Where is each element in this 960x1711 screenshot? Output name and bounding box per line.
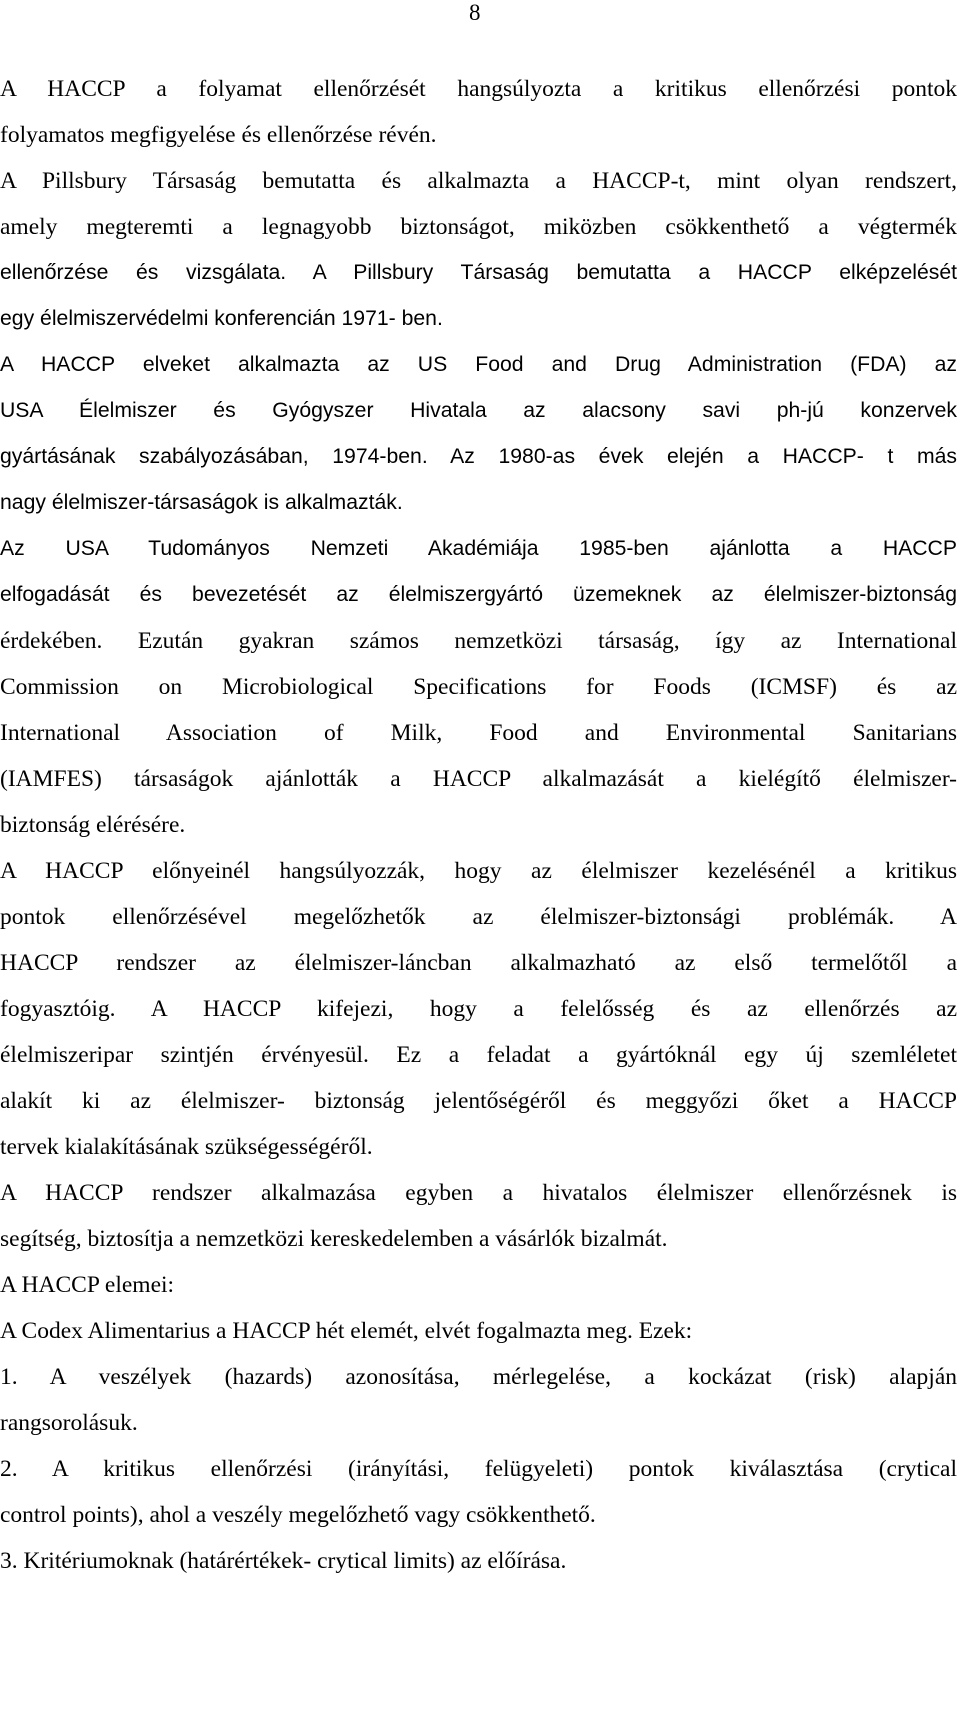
page-number: 8 xyxy=(469,0,481,25)
text-line: control points), ahol a veszély megelőzhető vagy csökkenthető. xyxy=(0,1502,596,1528)
text-line: nagy élelmiszer-társaságok is alkalmazták. xyxy=(0,491,403,514)
text-line: A HACCP rendszer alkalmazása egyben a hivatalos élelmiszer ellenőrzésnek is xyxy=(0,1180,957,1206)
text-line: elfogadását és bevezetését az élelmiszergyártó üzemeknek az élelmiszer-biztonság xyxy=(0,583,957,606)
text-line: pontok ellenőrzésével megelőzhetők az élelmiszer-biztonsági problémák. A xyxy=(0,904,957,930)
text-line: A HACCP a folyamat ellenőrzését hangsúlyozta a kritikus ellenőrzési pontok xyxy=(0,76,957,102)
text-line: élelmiszeripar szintjén érvényesül. Ez a feladat a gyártóknál egy új szemléletet xyxy=(0,1042,957,1068)
text-line: gyártásának szabályozásában, 1974-ben. Az 1980-as évek elején a HACCP- t más xyxy=(0,445,957,468)
text-line: egy élelmiszervédelmi konferencián 1971- ben. xyxy=(0,307,443,330)
text-line: A HACCP elemei: xyxy=(0,1272,175,1298)
text-line: tervek kialakításának szükségességéről. xyxy=(0,1134,373,1160)
text-line: Commission on Microbiological Specifications for Foods (ICMSF) és az xyxy=(0,674,957,700)
text-line: rangsorolásuk. xyxy=(0,1410,138,1436)
text-line: fogyasztóig. A HACCP kifejezi, hogy a felelősség és az ellenőrzés az xyxy=(0,996,957,1022)
text-line: 1. A veszélyek (hazards) azonosítása, mérlegelése, a kockázat (risk) alapján xyxy=(0,1364,957,1390)
document-body xyxy=(0,66,957,1584)
text-line: (IAMFES) társaságok ajánlották a HACCP alkalmazását a kielégítő élelmiszer- xyxy=(0,766,957,792)
text-line: érdekében. Ezután gyakran számos nemzetközi társaság, így az International xyxy=(0,628,957,654)
text-line: segítség, biztosítja a nemzetközi kereskedelemben a vásárlók bizalmát. xyxy=(0,1226,668,1252)
text-line: biztonság elérésére. xyxy=(0,812,186,838)
text-line: 2. A kritikus ellenőrzési (irányítási, felügyeleti) pontok kiválasztása (crytical xyxy=(0,1456,957,1482)
text-line: HACCP rendszer az élelmiszer-láncban alkalmazható az első termelőtől a xyxy=(0,950,957,976)
text-line: amely megteremti a legnagyobb biztonságot, miközben csökkenthető a végtermék xyxy=(0,214,957,240)
text-line: Az USA Tudományos Nemzeti Akadémiája 1985-ben ajánlotta a HACCP xyxy=(0,537,957,560)
text-line: A Codex Alimentarius a HACCP hét elemét, elvét fogalmazta meg. Ezek: xyxy=(0,1318,693,1344)
text-line: USA Élelmiszer és Gyógyszer Hivatala az alacsony savi ph-jú konzervek xyxy=(0,399,957,422)
text-line: ellenőrzése és vizsgálata. A Pillsbury Társaság bemutatta a HACCP elképzelését xyxy=(0,261,957,284)
text-line: folyamatos megfigyelése és ellenőrzése révén. xyxy=(0,122,437,148)
text-line: A HACCP előnyeinél hangsúlyozzák, hogy az élelmiszer kezelésénél a kritikus xyxy=(0,858,957,884)
text-line: 3. Kritériumoknak (határértékek- crytical limits) az előírása. xyxy=(0,1548,567,1574)
text-line: A HACCP elveket alkalmazta az US Food and Drug Administration (FDA) az xyxy=(0,353,957,376)
text-line: A Pillsbury Társaság bemutatta és alkalmazta a HACCP-t, mint olyan rendszert, xyxy=(0,168,957,194)
text-line: alakít ki az élelmiszer- biztonság jelentőségéről és meggyőzi őket a HACCP xyxy=(0,1088,957,1114)
text-line: International Association of Milk, Food and Environmental Sanitarians xyxy=(0,720,957,746)
